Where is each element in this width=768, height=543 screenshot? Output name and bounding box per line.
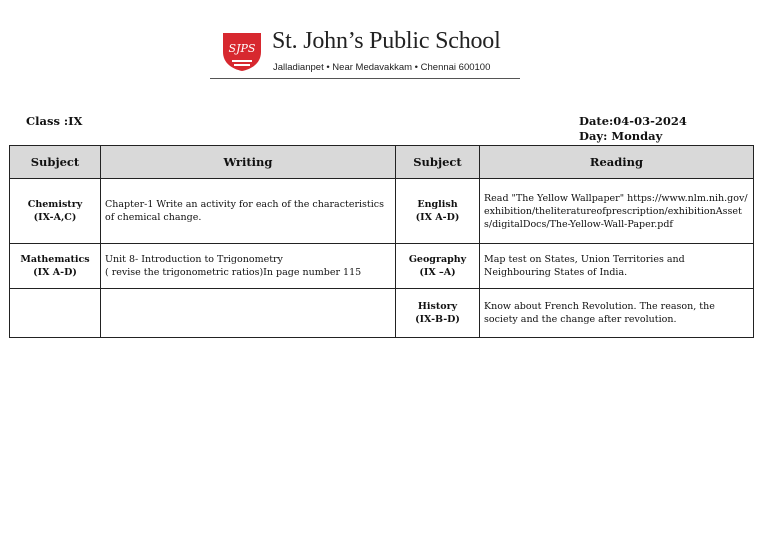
writing-subject-name: Chemistry	[27, 199, 83, 210]
writing-subject-cell	[10, 179, 101, 244]
school-address: Jalladianpet • Near Medavakkam • Chennai 600100	[273, 62, 491, 73]
reading-subject-class: (IX A-D)	[415, 212, 460, 223]
header-writing: Writing	[101, 146, 396, 179]
reading-subject-cell	[396, 179, 480, 244]
writing-task-line: ( revise the trigonometric ratios)In page number 115	[105, 267, 362, 278]
class-label: Class :IX	[26, 114, 83, 128]
school-logo-icon	[219, 30, 265, 72]
writing-task-cell	[101, 179, 396, 244]
writing-subject-class: (IX A-D)	[33, 267, 77, 278]
day-label: Day: Monday	[579, 129, 663, 143]
table-row	[10, 179, 754, 244]
reading-subject-name: English	[417, 199, 458, 210]
reading-subject-name: Geography	[408, 254, 467, 265]
writing-task-cell	[101, 244, 396, 289]
table-header-row	[10, 146, 754, 179]
school-header	[210, 28, 520, 80]
svg-text:SJPS: SJPS	[228, 42, 256, 55]
reading-subject-cell	[396, 244, 480, 289]
writing-subject-cell	[10, 244, 101, 289]
writing-task-line: Chapter-1 Write an activity for each of the characteristics	[105, 199, 384, 210]
writing-task-cell	[101, 289, 396, 338]
reading-subject-name: History	[417, 301, 458, 312]
school-name: St. John’s Public School	[272, 28, 501, 54]
reading-subject-class: (IX-B-D)	[415, 314, 460, 325]
table-row	[10, 289, 754, 338]
homework-table	[9, 145, 754, 338]
reading-task-cell: Know about French Revolution. The reason, the society and the change after revolution.	[480, 289, 754, 338]
header-reading: Reading	[480, 146, 754, 179]
writing-subject-cell	[10, 289, 101, 338]
header-subject-reading: Subject	[396, 146, 480, 179]
reading-subject-cell	[396, 289, 480, 338]
header-divider	[210, 78, 520, 79]
reading-task-cell: Map test on States, Union Territories and Neighbouring States of India.	[480, 244, 754, 289]
header-subject-writing: Subject	[10, 146, 101, 179]
reading-task-cell: Read "The Yellow Wallpaper" https://www.nlm.nih.gov/exhibition/theliteratureofprescription/exhibitionAssets/digitalDocs/The-Yellow-Wall-Paper.pdf	[480, 179, 754, 244]
writing-subject-class: (IX-A,C)	[33, 212, 77, 223]
table-row	[10, 244, 754, 289]
reading-subject-class: (IX –A)	[419, 267, 456, 278]
writing-task-line: Unit 8- Introduction to Trigonometry	[105, 254, 283, 265]
writing-subject-name: Mathematics	[20, 254, 90, 265]
date-label: Date:04-03-2024	[579, 114, 687, 128]
date-day-block	[579, 114, 687, 144]
writing-task-line: of chemical change.	[105, 212, 202, 223]
